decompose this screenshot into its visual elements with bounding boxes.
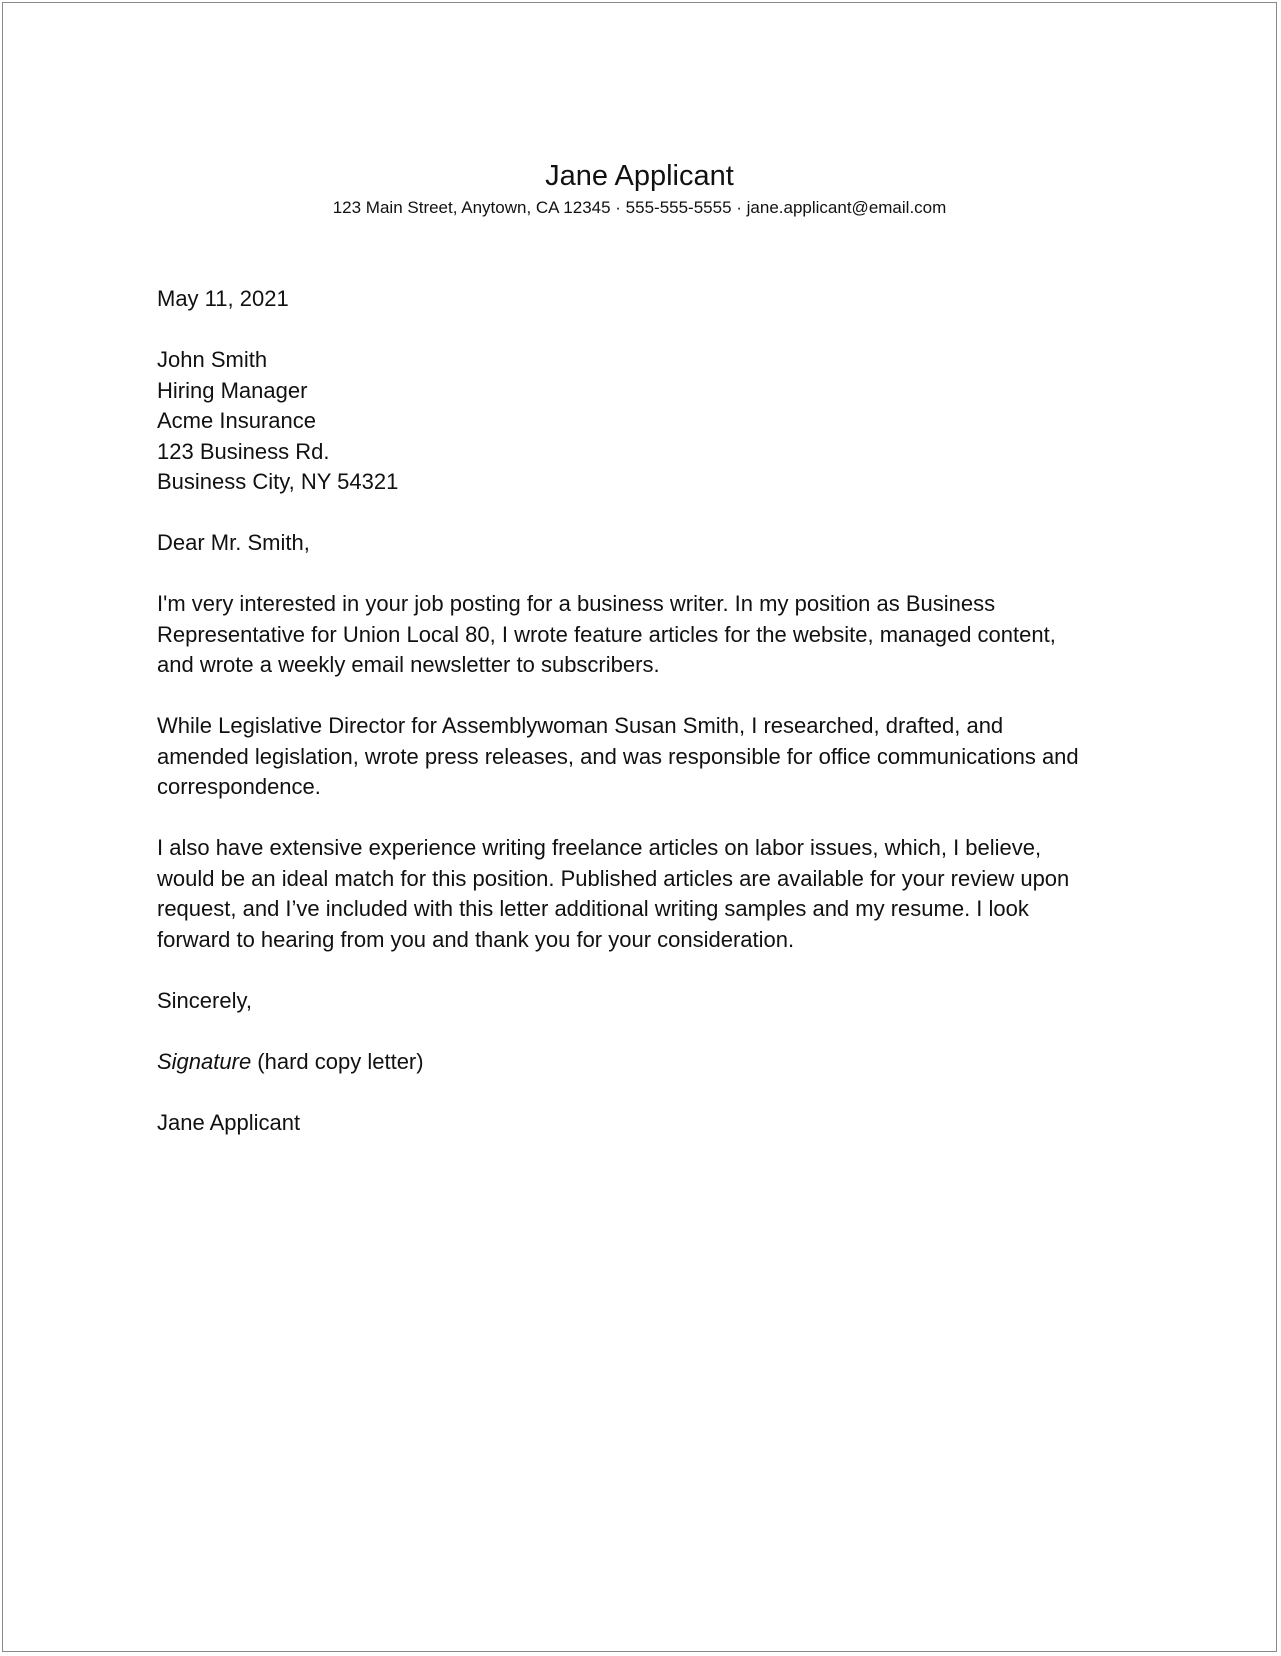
letter-page (2, 2, 1277, 1652)
recipient-title: Hiring Manager (157, 377, 308, 403)
letter-body (157, 284, 1137, 1138)
paragraph-3 (157, 833, 1137, 955)
paragraph-line: I'm very interested in your job posting for a business writer. In my position as Business (157, 591, 996, 616)
sender-contact: 123 Main Street, Anytown, CA 12345 · 555-555-5555 · jane.applicant@email.com (332, 198, 947, 217)
signature-label: Signature (157, 1048, 252, 1074)
recipient-city: Business City, NY 54321 (157, 469, 399, 494)
paragraph-line: amended legislation, wrote press releases, and was responsible for office communications and (157, 743, 1079, 769)
signature-note: (hard copy letter) (251, 1048, 424, 1074)
paragraph-line: forward to hearing from you and thank you for your consideration. (157, 926, 795, 952)
letterhead (3, 158, 1276, 220)
recipient-name: John Smith (157, 347, 268, 372)
paragraph-line: While Legislative Director for Assemblywoman Susan Smith, I researched, drafted, and (157, 713, 1004, 738)
salutation: Dear Mr. Smith, (157, 530, 310, 555)
recipient-company: Acme Insurance (157, 408, 316, 433)
paragraph-line: request, and I’ve included with this letter additional writing samples and my resume. I look (157, 896, 1029, 921)
sender-name: Jane Applicant (545, 160, 734, 192)
paragraph-line: I also have extensive experience writing freelance articles on labor issues, which, I believe, (157, 835, 1042, 860)
paragraph-1 (157, 589, 1137, 681)
paragraph-line: would be an ideal match for this position. Published articles are available for your review upon (157, 865, 1070, 891)
signature-line (157, 1047, 1137, 1078)
signer-name: Jane Applicant (157, 1109, 301, 1135)
paragraph-line: Representative for Union Local 80, I wrote feature articles for the website, managed content, (157, 621, 1056, 647)
paragraph-2 (157, 711, 1137, 803)
letter-date: May 11, 2021 (157, 286, 289, 311)
paragraph-line: correspondence. (157, 774, 321, 799)
recipient-address (157, 345, 1137, 498)
paragraph-line: and wrote a weekly email newsletter to subscribers. (157, 652, 660, 677)
closing: Sincerely, (157, 987, 252, 1013)
recipient-street: 123 Business Rd. (157, 438, 330, 464)
